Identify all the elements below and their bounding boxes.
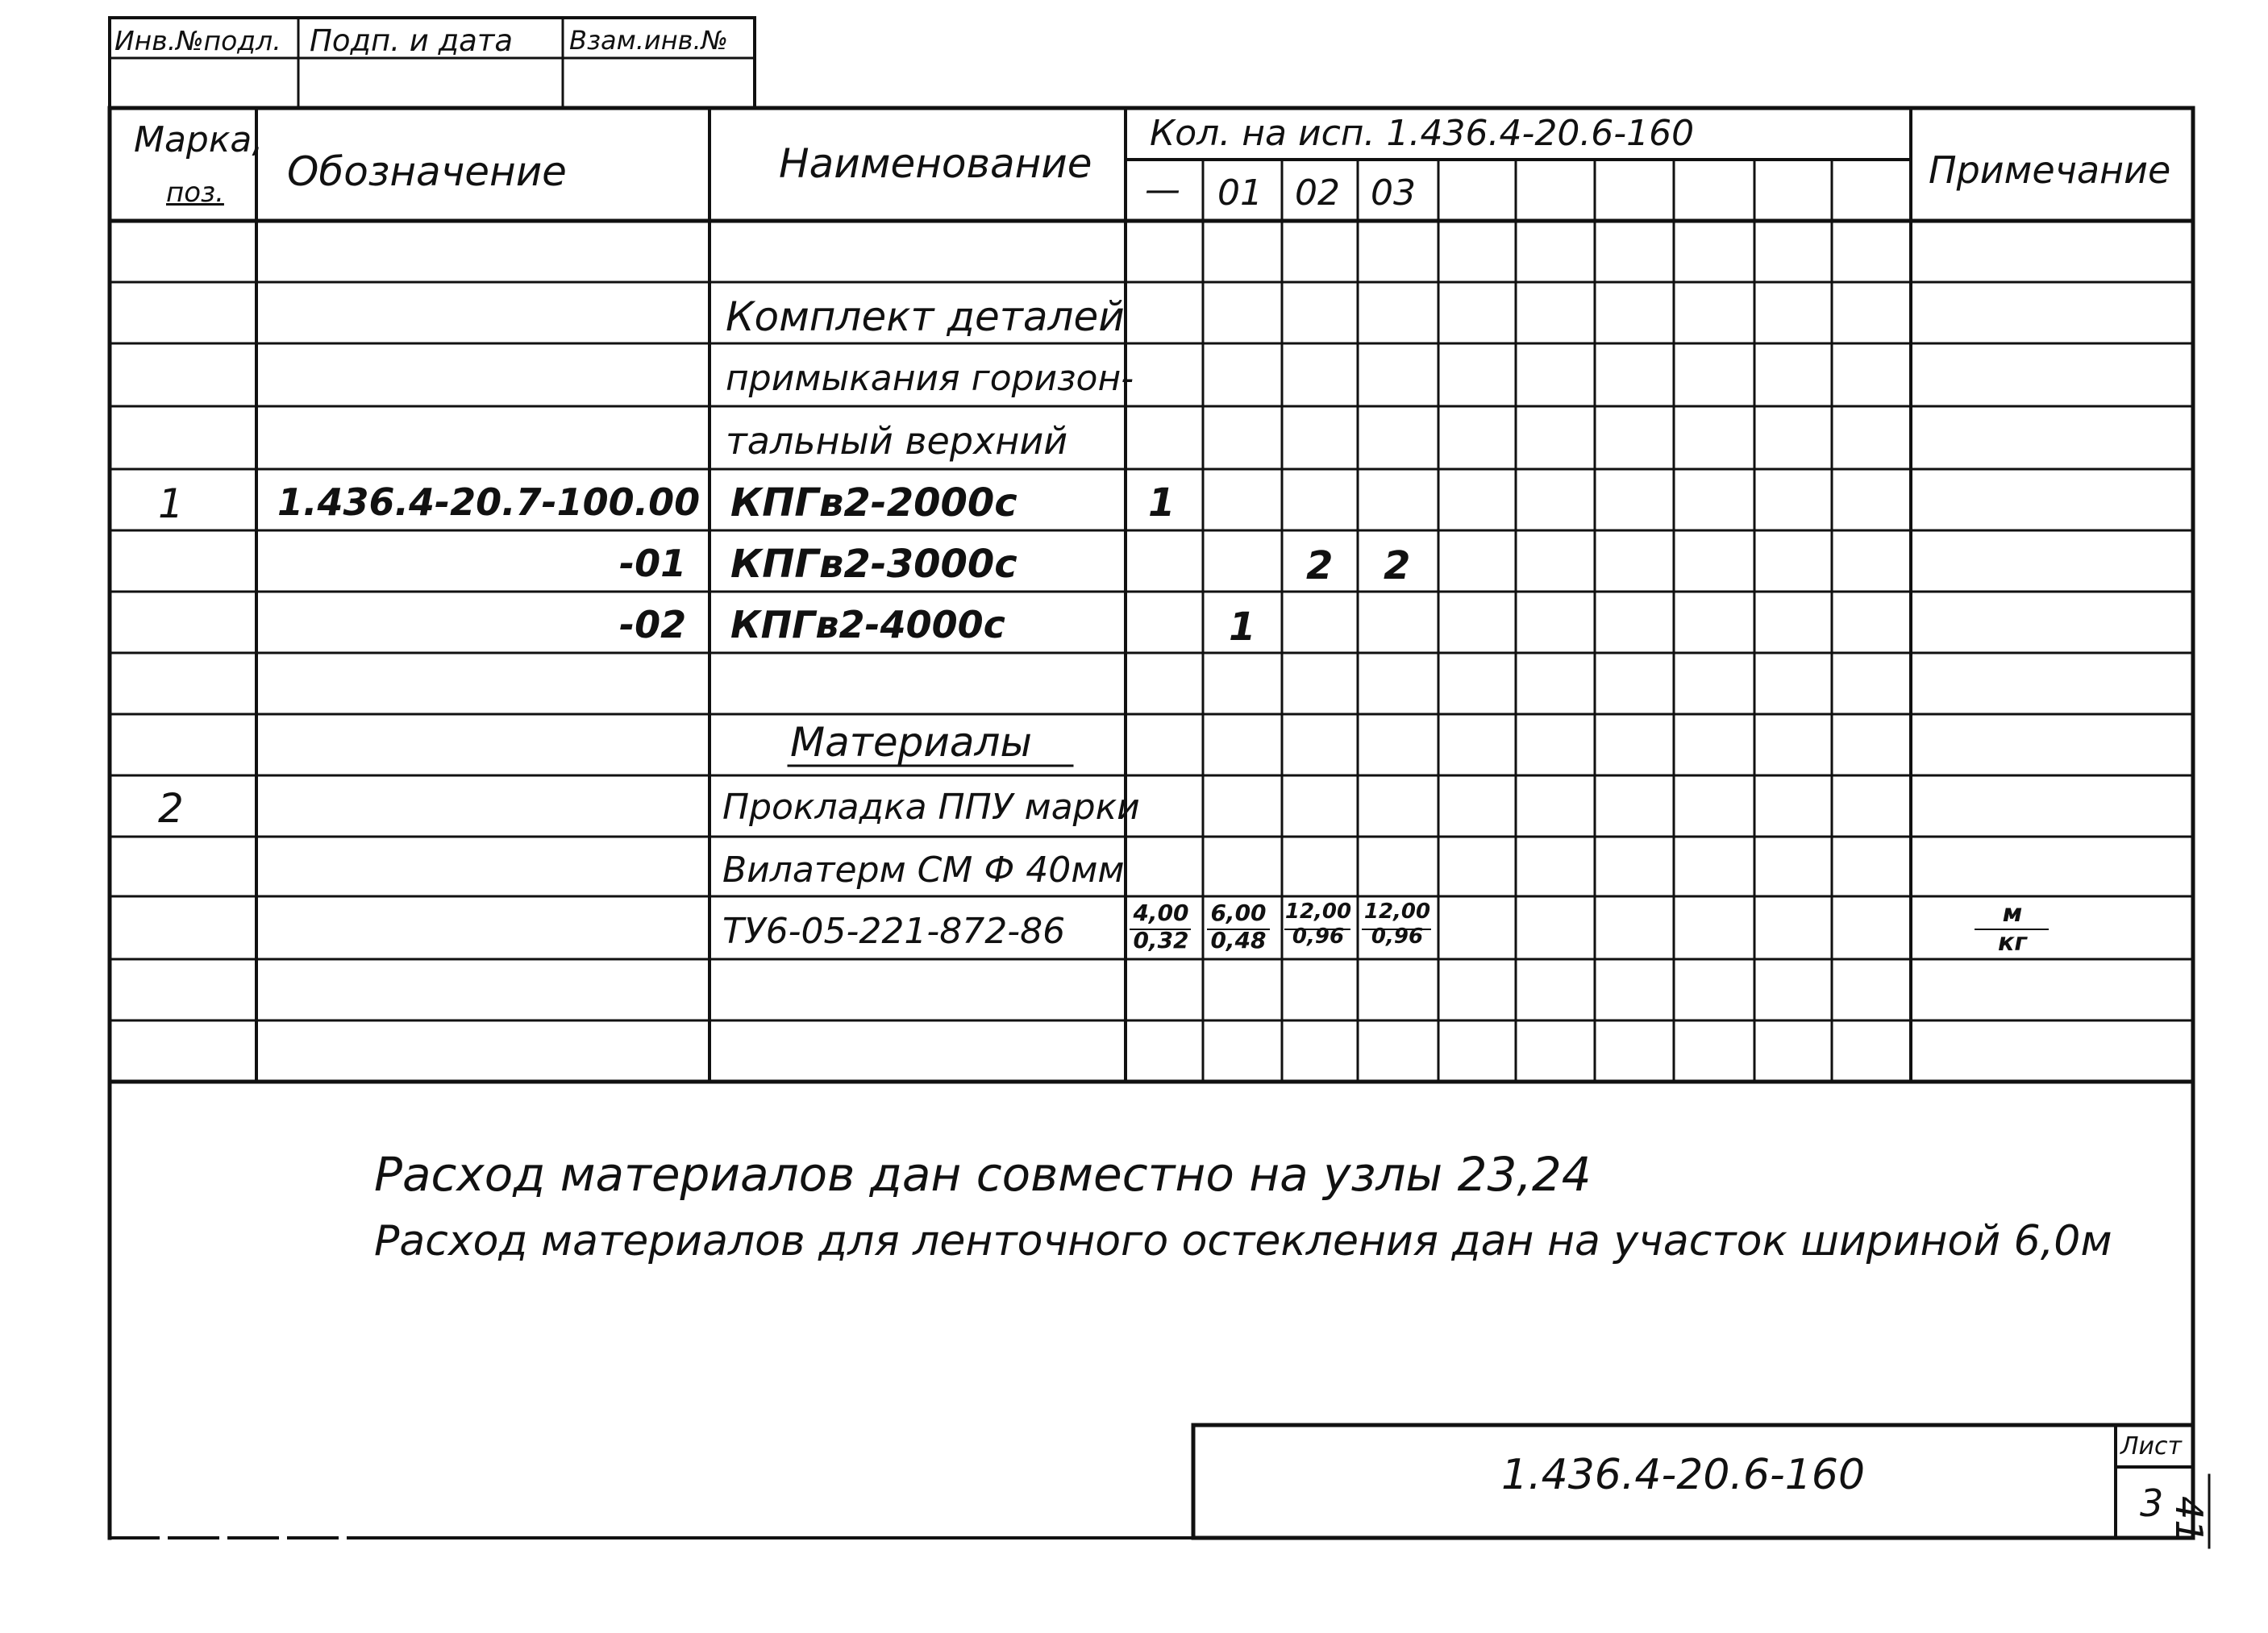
row-name: тальный верхний bbox=[726, 419, 1068, 463]
header-poz: поз. bbox=[166, 177, 224, 209]
row-name: КПГв2-3000с bbox=[730, 542, 1017, 587]
header-qty-title: Кол. на исп. 1.436.4-20.6-160 bbox=[1150, 113, 1695, 154]
row-qty-base-fraction: 4,00 0,32 bbox=[1133, 900, 1189, 954]
header-note: Примечание bbox=[1929, 148, 2171, 192]
row-name: КПГв2-2000с bbox=[730, 480, 1017, 526]
row-designation: -02 bbox=[619, 603, 687, 646]
header-variant-02: 02 bbox=[1295, 172, 1340, 214]
row-name: Комплект деталей bbox=[726, 293, 1125, 340]
header-variant-03: 03 bbox=[1371, 172, 1416, 214]
row-designation: -01 bbox=[619, 542, 687, 585]
row-name: Вилатерм СМ Ф 40мм bbox=[722, 850, 1125, 891]
title-sheet-number: 3 bbox=[2140, 1481, 2164, 1525]
note-line-2: Расход материалов для ленточного остекления дан на участок шириной 6,0м bbox=[374, 1217, 2112, 1265]
row-name: Прокладка ППУ марки bbox=[722, 787, 1140, 828]
header-name: Наименование bbox=[779, 140, 1092, 187]
header-variant-base: — bbox=[1145, 169, 1180, 210]
row-name: ТУ6-05-221-872-86 bbox=[722, 911, 1066, 952]
title-sheet-label: Лист bbox=[2120, 1432, 2183, 1461]
row-mark: 2 bbox=[158, 785, 184, 832]
header-designation: Обозначение bbox=[287, 148, 567, 195]
header-marka: Марка, bbox=[134, 119, 264, 160]
row-qty-02: 2 bbox=[1306, 543, 1334, 588]
note-line-1: Расход материалов дан совместно на узлы 23,24 bbox=[374, 1147, 1592, 1202]
page-number: 41 bbox=[2167, 1496, 2211, 1544]
row-qty-03: 2 bbox=[1384, 543, 1411, 588]
row-name: примыкания горизон- bbox=[726, 358, 1134, 399]
row-designation: 1.436.4-20.7-100.00 bbox=[277, 480, 701, 524]
stamp-vzam-inv: Взам.инв.№ bbox=[569, 25, 728, 56]
row-name: КПГв2-4000с bbox=[730, 603, 1005, 646]
stamp-podp-data: Подп. и дата bbox=[310, 23, 514, 58]
row-qty-base: 1 bbox=[1148, 480, 1176, 526]
row-qty-01: 1 bbox=[1229, 605, 1256, 650]
row-qty-03-fraction: 12,00 0,96 bbox=[1363, 900, 1431, 949]
row-qty-01-fraction: 6,00 0,48 bbox=[1210, 900, 1267, 954]
stamp-inv-podl: Инв.№подл. bbox=[114, 25, 281, 56]
header-variant-01: 01 bbox=[1217, 172, 1263, 214]
title-doc-code: 1.436.4-20.6-160 bbox=[1501, 1451, 1866, 1499]
section-materials: Материалы bbox=[790, 719, 1032, 766]
row-note-units: м кг bbox=[1997, 900, 2028, 957]
row-mark: 1 bbox=[158, 480, 184, 527]
row-qty-02-fraction: 12,00 0,96 bbox=[1284, 900, 1352, 949]
